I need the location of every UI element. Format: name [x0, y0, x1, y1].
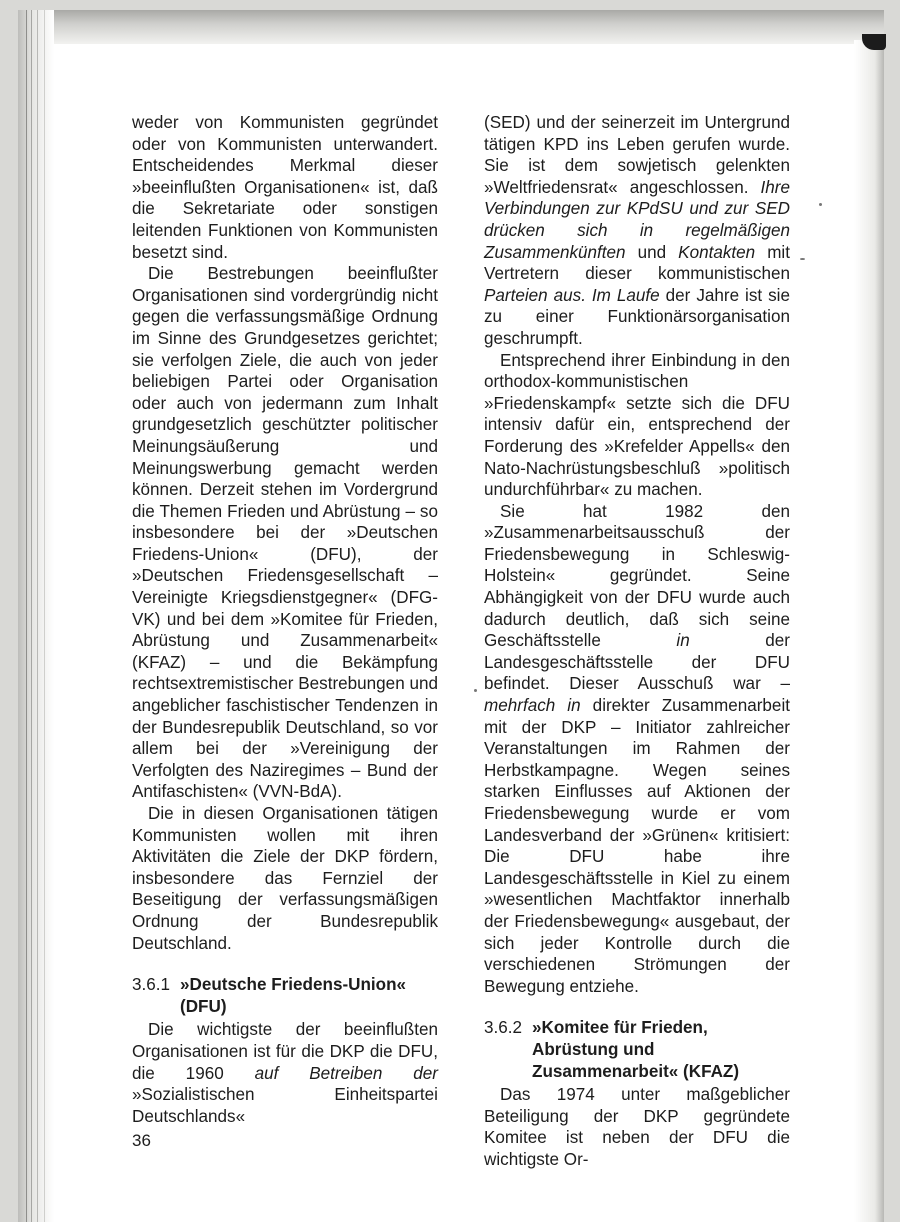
right-paragraph-4: Das 1974 unter maßgeblicher Beteiligung der DKP gegründete Komitee ist neben der DFU die wichtigste Or-: [484, 1085, 790, 1169]
left-column: [132, 112, 438, 1127]
scan-speck: [474, 689, 477, 692]
left-paragraph-2: Die Bestrebungen beeinflußter Organisationen sind vordergründig nicht gegen die verfassungsmäßige Ordnung im Sinne des Grundgesetzes gerichtet; sie verfolgen Ziele, die auch von jeder beliebigen Partei oder Organisation oder auch von jedermann zum Inhalt grundgesetzlich geschützter politischer Meinungsäußerung und Meinungswerbung gemacht werden können. Derzeit stehen im Vordergrund die Themen Frieden und Abrüstung – so insbesondere bei der »Deutschen Friedens-Union« (DFU), der »Deutschen Friedensgesellschaft – Vereinigte Kriegsdienstgegner« (DFG-VK) und bei dem »Komitee für Frieden, Abrüstung und Zusammenarbeit« (KFAZ) – und die Bekämpfung rechtsextremistischer Bestrebungen und angeblicher faschistischer Tendenzen in der Bundesrepublik Deutschland, so vor allem bei der »Vereinigung der Verfolgten des Naziregimes – Bund der Antifaschisten« (VVN-BdA).: [132, 264, 438, 802]
right-paragraph-3: Sie hat 1982 den »Zusammenarbeitsausschuß der Friedensbewegung in Schleswig-Holstein« gegründet. Seine Abhängigkeit von der DFU wurde auch dadurch deutlich, daß sich seine Geschäftsstelle in der Landesgeschäftsstelle der DFU befindet. Dieser Ausschuß war – mehrfach in direkter Zusammenarbeit mit der DKP – Initiator zahlreicher Veranstaltungen im Rahmen der Herbstkampagne. Wegen seines starken Einflusses auf Aktionen der Friedensbewegung wurde er vom Landesverband der »Grünen« kritisiert: Die DFU habe ihre Landesgeschäftsstelle in Kiel zu einem »wesentlichen Machtfaktor innerhalb der Friedensbewegung« ausgebaut, der sich jeder Kontrolle durch die verschiedenen Strömungen der Bewegung entziehe.: [484, 501, 790, 996]
page-top-shadow: [18, 10, 884, 44]
section-number: 3.6.2: [484, 1018, 523, 1038]
section-heading-3-6-1: [132, 974, 438, 1017]
section-number: 3.6.1: [132, 975, 171, 995]
section-title: »Deutsche Friedens-Union« (DFU): [180, 975, 407, 1016]
scan-speck: [800, 258, 805, 260]
page-spine-shadow: [854, 40, 884, 1222]
right-paragraph-2: Entsprechend ihrer Einbindung in den orthodox-kommunistischen »Friedenskampf« setzte sich die DFU intensiv dafür ein, entsprechend der Forderung des »Krefelder Appells« den Nato-Nachrüstungsbeschluß »politisch undurchführbar« zu machen.: [484, 350, 790, 500]
left-paragraph-4: Die wichtigste der beeinflußten Organisationen ist für die DKP die DFU, die 1960 auf Betreiben der »Sozialistischen Einheitspartei Deutschlands«: [132, 1020, 438, 1126]
left-paragraph-3: Die in diesen Organisationen tätigen Kommunisten wollen mit ihren Aktivitäten die Ziele der DKP fördern, insbesondere das Fernziel der Beseitigung der verfassungsmäßigen Ordnung der Bundesrepublik Deutschland.: [132, 804, 438, 953]
section-title: »Komitee für Frieden, Abrüstung und Zusammenarbeit« (KFAZ): [532, 1018, 740, 1081]
right-paragraph-1: (SED) und der seinerzeit im Untergrund tätigen KPD ins Leben gerufen wurde. Sie ist dem sowjetisch gelenkten »Weltfriedensrat« angeschlossen. Ihre Verbindungen zur KPdSU und zur SED drücken sich in regelmäßigen Zusammenkünften und Kontakten mit Vertretern dieser kommunistischen Parteien aus. Im Laufe der Jahre ist sie zu einer Funktionärsorganisation geschrumpft.: [484, 113, 790, 348]
page-number: 36: [132, 1131, 151, 1150]
section-heading-3-6-2: [484, 1017, 790, 1082]
left-paragraph-1: weder von Kommunisten gegründet oder von Kommunisten unterwandert. Entscheidendes Merkmal dieser »beeinflußten Organisationen« ist, daß die Sekretariate oder sonstigen leitenden Funktionen von Kommunisten besetzt sind.: [132, 113, 438, 262]
page-left-edge: [18, 10, 54, 1222]
right-column: [484, 112, 790, 1171]
scan-speck: [819, 203, 822, 206]
